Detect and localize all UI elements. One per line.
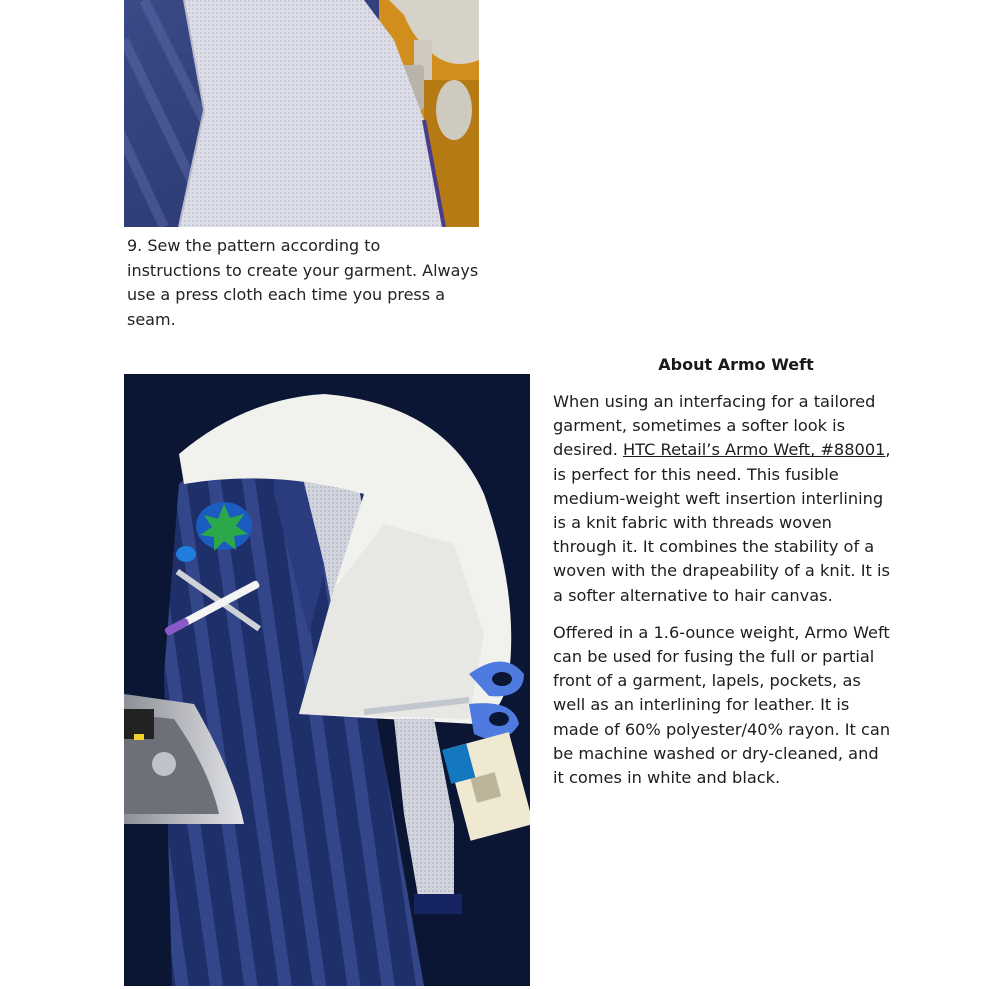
article-body	[553, 390, 893, 803]
vest-with-interfacing-photo	[124, 374, 530, 986]
article-title: About Armo Weft	[658, 355, 814, 374]
article-paragraph-2: Offered in a 1.6-ounce weight, Armo Weft can be used for fusing the full or partial front of a garment, lapels, pockets, as well as an interlining for leather. It is made of 60% polyester/40% rayon. It can be machine washed or dry-cleaned, and it comes in white and black.	[553, 622, 891, 788]
step-9-instructions: 9. Sew the pattern according to instructions to create your garment. Always use a press cloth each time you press a seam.	[127, 236, 479, 329]
sewing-machine-photo	[124, 0, 479, 227]
article-paragraph-1: When using an interfacing for a tailored garment, sometimes a softer look is desired. HTC Retail’s Armo Weft, #88001, is perfect for this need. This fusible medium-weight weft insertion interlining is a knit fabric with threads woven through it. It combines the stability of a woven with the drapeability of a knit. It is a softer alternative to hair canvas.	[553, 392, 891, 605]
product-link[interactable]: HTC Retail’s Armo Weft, #88001	[623, 440, 886, 460]
